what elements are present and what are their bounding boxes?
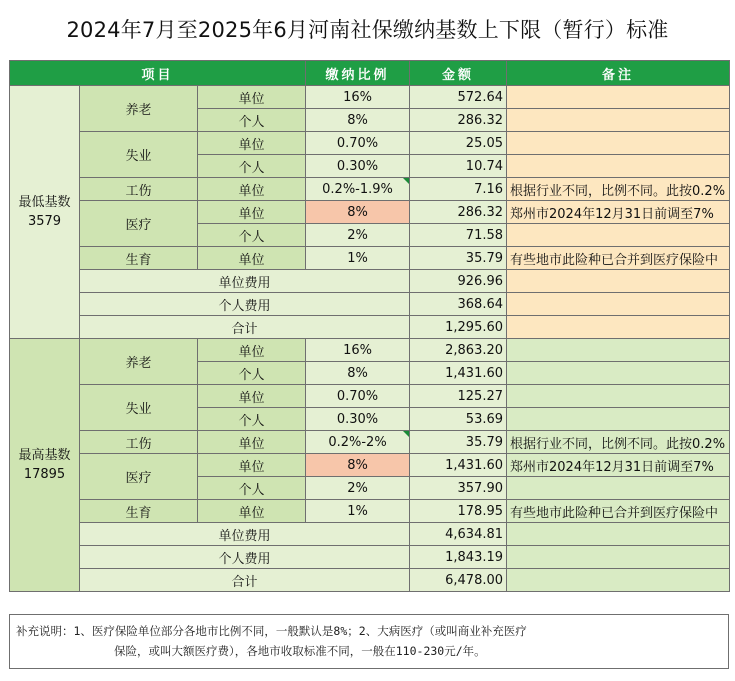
personal-total-amount: 1,843.19 bbox=[410, 546, 507, 569]
note-cell: 郑州市2024年12月31日前调至7% bbox=[507, 454, 730, 477]
social-insurance-table bbox=[9, 60, 730, 592]
footnote bbox=[9, 614, 729, 669]
insurance-name: 失业 bbox=[80, 132, 198, 178]
amount-cell: 35.79 bbox=[410, 247, 507, 270]
rate-cell: 0.2%-2% bbox=[306, 431, 410, 454]
role-cell: 单位 bbox=[198, 500, 306, 523]
insurance-name: 医疗 bbox=[80, 454, 198, 500]
table-row bbox=[10, 385, 730, 408]
note-cell bbox=[507, 339, 730, 362]
rate-cell: 1% bbox=[306, 247, 410, 270]
rate-cell: 1% bbox=[306, 500, 410, 523]
note-cell: 郑州市2024年12月31日前调至7% bbox=[507, 201, 730, 224]
personal-total-label: 个人费用 bbox=[80, 546, 410, 569]
note-cell bbox=[507, 408, 730, 431]
header-note: 备注 bbox=[507, 61, 730, 86]
employer-total-label: 单位费用 bbox=[80, 270, 410, 293]
table-row bbox=[10, 546, 730, 569]
employer-total-amount: 4,634.81 bbox=[410, 523, 507, 546]
note-cell bbox=[507, 385, 730, 408]
table-row bbox=[10, 431, 730, 454]
rate-cell: 0.30% bbox=[306, 155, 410, 178]
table-row bbox=[10, 270, 730, 293]
role-cell: 单位 bbox=[198, 431, 306, 454]
grand-total-label: 合计 bbox=[80, 316, 410, 339]
table-row bbox=[10, 201, 730, 224]
amount-cell: 2,863.20 bbox=[410, 339, 507, 362]
role-cell: 单位 bbox=[198, 247, 306, 270]
table-row bbox=[10, 569, 730, 592]
amount-cell: 25.05 bbox=[410, 132, 507, 155]
rate-cell: 8% bbox=[306, 454, 410, 477]
rate-cell: 8% bbox=[306, 201, 410, 224]
table-row bbox=[10, 86, 730, 109]
amount-cell: 71.58 bbox=[410, 224, 507, 247]
amount-cell: 35.79 bbox=[410, 431, 507, 454]
personal-total-amount: 368.64 bbox=[410, 293, 507, 316]
note-cell: 有些地市此险种已合并到医疗保险中 bbox=[507, 247, 730, 270]
table-row bbox=[10, 247, 730, 270]
rate-cell: 0.70% bbox=[306, 132, 410, 155]
min-base-value: 3579 bbox=[27, 214, 62, 229]
note-cell bbox=[507, 523, 730, 546]
note-cell: 根据行业不同，比例不同。此按0.2% bbox=[507, 431, 730, 454]
rate-cell: 16% bbox=[306, 86, 410, 109]
amount-cell: 286.32 bbox=[410, 201, 507, 224]
table-row bbox=[10, 132, 730, 155]
note-cell: 有些地市此险种已合并到医疗保险中 bbox=[507, 500, 730, 523]
role-cell: 单位 bbox=[198, 132, 306, 155]
amount-cell: 7.16 bbox=[410, 178, 507, 201]
table-row bbox=[10, 454, 730, 477]
amount-cell: 286.32 bbox=[410, 109, 507, 132]
table-row bbox=[10, 178, 730, 201]
note-cell bbox=[507, 569, 730, 592]
role-cell: 单位 bbox=[198, 339, 306, 362]
amount-cell: 10.74 bbox=[410, 155, 507, 178]
insurance-name: 工伤 bbox=[80, 178, 198, 201]
max-base-label: 最高基数 bbox=[18, 448, 71, 463]
note-cell bbox=[507, 86, 730, 109]
insurance-name: 失业 bbox=[80, 385, 198, 431]
role-cell: 单位 bbox=[198, 178, 306, 201]
insurance-name: 医疗 bbox=[80, 201, 198, 247]
grand-total-amount: 1,295.60 bbox=[410, 316, 507, 339]
personal-total-label: 个人费用 bbox=[80, 293, 410, 316]
employer-total-label: 单位费用 bbox=[80, 523, 410, 546]
header-amount: 金额 bbox=[410, 61, 507, 86]
note-cell bbox=[507, 155, 730, 178]
rate-cell: 8% bbox=[306, 362, 410, 385]
note-cell bbox=[507, 224, 730, 247]
table-row bbox=[10, 523, 730, 546]
rate-cell: 8% bbox=[306, 109, 410, 132]
insurance-name: 养老 bbox=[80, 339, 198, 385]
amount-cell: 1,431.60 bbox=[410, 454, 507, 477]
employer-total-amount: 926.96 bbox=[410, 270, 507, 293]
note-cell: 根据行业不同，比例不同。此按0.2% bbox=[507, 178, 730, 201]
note-cell bbox=[507, 546, 730, 569]
footnote-line-1: 补充说明：1、医疗保险单位部分各地市比例不同，一般默认是8%；2、大病医疗（或叫商业补充医疗 bbox=[16, 624, 527, 638]
role-cell: 单位 bbox=[198, 86, 306, 109]
insurance-name: 生育 bbox=[80, 247, 198, 270]
role-cell: 个人 bbox=[198, 155, 306, 178]
table-row bbox=[10, 293, 730, 316]
rate-cell: 0.30% bbox=[306, 408, 410, 431]
role-cell: 单位 bbox=[198, 454, 306, 477]
table-row bbox=[10, 316, 730, 339]
amount-cell: 357.90 bbox=[410, 477, 507, 500]
note-cell bbox=[507, 316, 730, 339]
rate-cell: 0.2%-1.9% bbox=[306, 178, 410, 201]
max-base-value: 17895 bbox=[23, 467, 66, 482]
amount-cell: 572.64 bbox=[410, 86, 507, 109]
role-cell: 个人 bbox=[198, 224, 306, 247]
note-cell bbox=[507, 293, 730, 316]
note-cell bbox=[507, 477, 730, 500]
header-row bbox=[10, 61, 730, 86]
page-title: 2024年7月至2025年6月河南社保缴纳基数上下限（暂行）标准 bbox=[66, 18, 669, 42]
role-cell: 个人 bbox=[198, 408, 306, 431]
role-cell: 个人 bbox=[198, 362, 306, 385]
rate-cell: 16% bbox=[306, 339, 410, 362]
role-cell: 单位 bbox=[198, 201, 306, 224]
amount-cell: 53.69 bbox=[410, 408, 507, 431]
role-cell: 单位 bbox=[198, 385, 306, 408]
note-cell bbox=[507, 132, 730, 155]
grand-total-label: 合计 bbox=[80, 569, 410, 592]
grand-total-amount: 6,478.00 bbox=[410, 569, 507, 592]
role-cell: 个人 bbox=[198, 477, 306, 500]
amount-cell: 1,431.60 bbox=[410, 362, 507, 385]
rate-cell: 2% bbox=[306, 477, 410, 500]
amount-cell: 178.95 bbox=[410, 500, 507, 523]
note-cell bbox=[507, 362, 730, 385]
min-base-label: 最低基数 bbox=[18, 195, 71, 210]
header-item: 项目 bbox=[10, 61, 306, 86]
table-row bbox=[10, 500, 730, 523]
rate-cell: 0.70% bbox=[306, 385, 410, 408]
role-cell: 个人 bbox=[198, 109, 306, 132]
max-base-cell bbox=[10, 339, 80, 592]
table-row bbox=[10, 339, 730, 362]
rate-cell: 2% bbox=[306, 224, 410, 247]
footnote-line-2: 保险，或叫大额医疗费），各地市收取标准不同，一般在110-230元/年。 bbox=[114, 644, 486, 658]
insurance-name: 工伤 bbox=[80, 431, 198, 454]
note-cell bbox=[507, 270, 730, 293]
min-base-cell bbox=[10, 86, 80, 339]
header-rate: 缴纳比例 bbox=[306, 61, 410, 86]
insurance-name: 养老 bbox=[80, 86, 198, 132]
note-cell bbox=[507, 109, 730, 132]
amount-cell: 125.27 bbox=[410, 385, 507, 408]
insurance-name: 生育 bbox=[80, 500, 198, 523]
